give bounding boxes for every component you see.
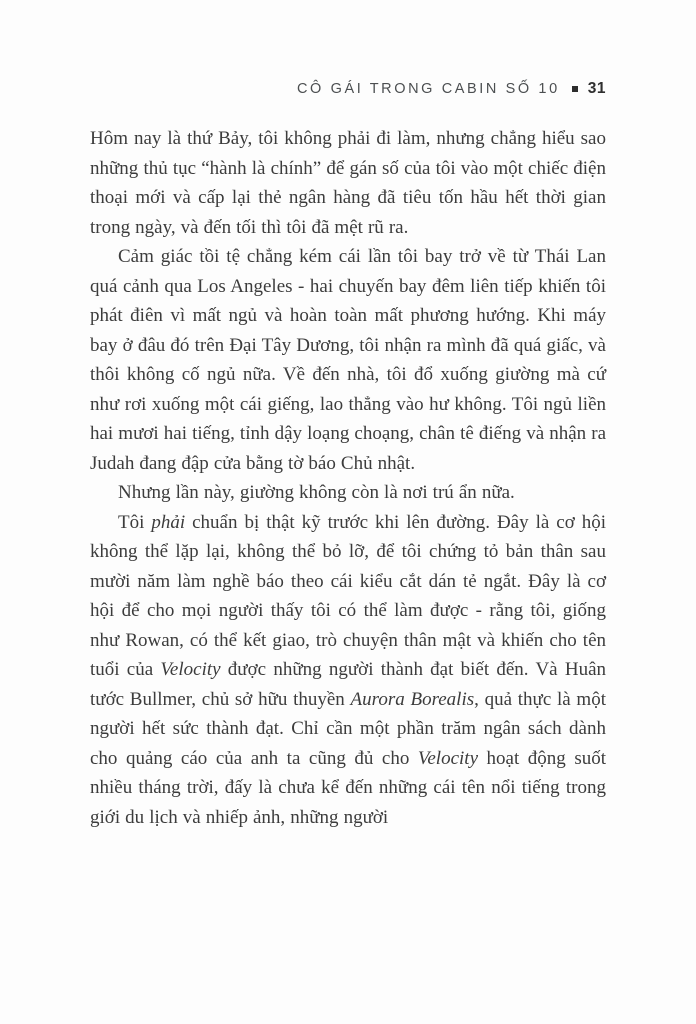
paragraph <box>90 478 606 508</box>
book-title: CÔ GÁI TRONG CABIN SỐ 10 <box>296 81 560 97</box>
text-run: Cảm giác tồi tệ chẳng kém cái lần tôi bay trở về từ Thái Lan quá cảnh qua Los Angeles - hai chuyến bay đêm liên tiếp khiến tôi phát điên vì mất ngủ và hoàn toàn mất phương hướng. Khi máy bay ở đâu đó trên Đại Tây Dương, tôi nhận ra mình đã quá giấc, và thôi không cố ngủ nữa. Về đến nhà, tôi đổ xuống giường mà cứ như rơi xuống một cái giếng, lao thẳng vào hư không. Tôi ngủ liền hai mươi hai tiếng, tỉnh dậy loạng choạng, chân tê điếng và nhận ra Judah đang đập cửa bằng tờ báo Chủ nhật. <box>90 246 606 474</box>
italic-text-run: Velocity <box>160 659 221 680</box>
paragraph <box>90 124 606 242</box>
italic-text-run: Velocity <box>417 747 479 769</box>
italic-text-run: Aurora Borealis <box>350 688 475 710</box>
paragraph <box>90 242 606 478</box>
page-number: 31 <box>587 80 606 97</box>
text-run: chuẩn bị thật kỹ trước khi lên đường. Đây là cơ hội không thể lặp lại, không thể bỏ lỡ, để tôi chứng tỏ bản thân sau mười năm làm nghề báo theo cái kiểu cắt dán tẻ ngắt. Đây là cơ hội để cho mọi người thấy tôi có thể làm được - rằng tôi, giống như Rowan, có thể kết giao, trò chuyện thân mật và khiến cho tên tuổi của <box>90 511 606 680</box>
text-run: , quả thực là một người hết sức thành đạt. Chỉ cần một phần trăm ngân sách dành cho quảng cáo của anh ta cũng đủ cho <box>90 688 606 769</box>
running-header <box>90 80 606 98</box>
text-run: Nhưng lần này, giường không còn là nơi trú ẩn nữa. <box>118 482 515 503</box>
page-body <box>90 124 606 832</box>
text-run: Tôi <box>118 511 152 533</box>
square-bullet-icon <box>572 86 578 92</box>
paragraph <box>90 508 606 833</box>
italic-text-run: phải <box>151 511 186 533</box>
text-run: Hôm nay là thứ Bảy, tôi không phải đi làm, nhưng chẳng hiểu sao những thủ tục “hành là chính” để gán số của tôi vào một chiếc điện thoại mới và cấp lại thẻ ngân hàng đã tiêu tốn hầu hết thời gian trong ngày, và đến tối thì tôi đã mệt rũ ra. <box>90 128 606 238</box>
text-run: được những người thành đạt biết đến. Và Huân tước Bullmer, chủ sở hữu thuyền <box>90 659 607 710</box>
text-run: hoạt động suốt nhiều tháng trời, đấy là chưa kể đến những cái tên nổi tiếng trong giới du lịch và nhiếp ảnh, những người <box>90 747 606 828</box>
